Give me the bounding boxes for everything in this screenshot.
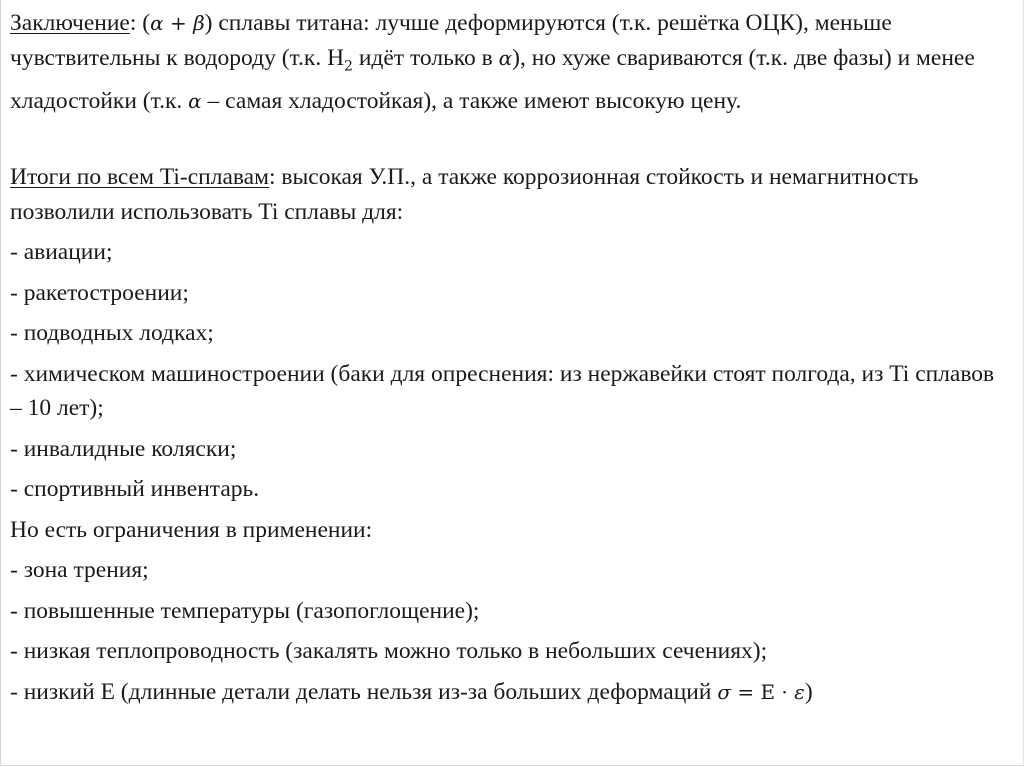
conclusion-label: Заключение — [10, 10, 130, 36]
use-item-6: - спортивный инвентарь. — [10, 476, 260, 503]
limit-item-4 — [10, 675, 1010, 710]
summary-label: Итоги по всем Ti-сплавам — [10, 164, 269, 191]
open-paren: ( — [136, 10, 151, 36]
equals-sign: = — [730, 679, 761, 704]
conclusion-text-3: ), но хуже свариваются (т.к. две фазы) и менее хладостойки (т.к. — [10, 44, 975, 114]
dot-operator: · — [775, 679, 795, 704]
conclusion-colon: : — [129, 10, 137, 36]
limit-item-2: - повышенные температуры (газопоглощение); — [10, 597, 480, 624]
plus-sign: + — [163, 11, 194, 35]
limit-item-1: - зона трения; — [10, 557, 149, 584]
use-item-3: - подводных лодках; — [10, 320, 214, 347]
conclusion-paragraph — [10, 6, 1010, 118]
use-item-2: - ракетостроении; — [10, 279, 189, 306]
alpha-symbol-3: α — [188, 88, 202, 113]
use-item-4: - химическом машиностроении (баки для опреснения: из нержавейки стоят полгода, из Ti сплавов – 10 лет); — [10, 360, 995, 422]
limit-item-4-text: - низкий Е (длинные детали делать нельзя из-за больших деформаций — [10, 678, 718, 705]
limit-item-3: - низкая теплопроводность (закалять можно только в небольших сечениях); — [10, 638, 768, 665]
use-item-1: - авиации; — [10, 239, 113, 266]
slide-content — [10, 6, 1010, 709]
alpha-symbol-2: α — [498, 45, 513, 70]
summary-text: : высокая У.П., а также коррозионная стойкость и немагнитность позволили использовать Ti сплавы для: — [10, 164, 919, 225]
sigma-symbol: σ — [717, 679, 731, 704]
hydrogen-subscript: 2 — [344, 58, 353, 75]
alpha-symbol: α — [150, 11, 164, 35]
conclusion-text-2: идёт только в — [352, 44, 499, 71]
beta-symbol: β — [193, 11, 205, 35]
conclusion-text-1: ) сплавы титана: лучше деформируются (т.к. решётка ОЦК), меньше чувствительны к водороду (т.к. H — [10, 10, 892, 71]
modulus-symbol: E — [760, 679, 776, 704]
epsilon-symbol: ε — [794, 679, 805, 704]
summary-paragraph — [10, 160, 1010, 229]
close-paren: ) — [804, 678, 813, 705]
conclusion-text-4: – самая хладостойкая), а также имеют высокую цену. — [201, 87, 742, 114]
use-item-5: - инвалидные коляски; — [10, 435, 237, 462]
limits-intro: Но есть ограничения в применении: — [10, 516, 373, 543]
paragraph-gap — [10, 118, 1010, 160]
